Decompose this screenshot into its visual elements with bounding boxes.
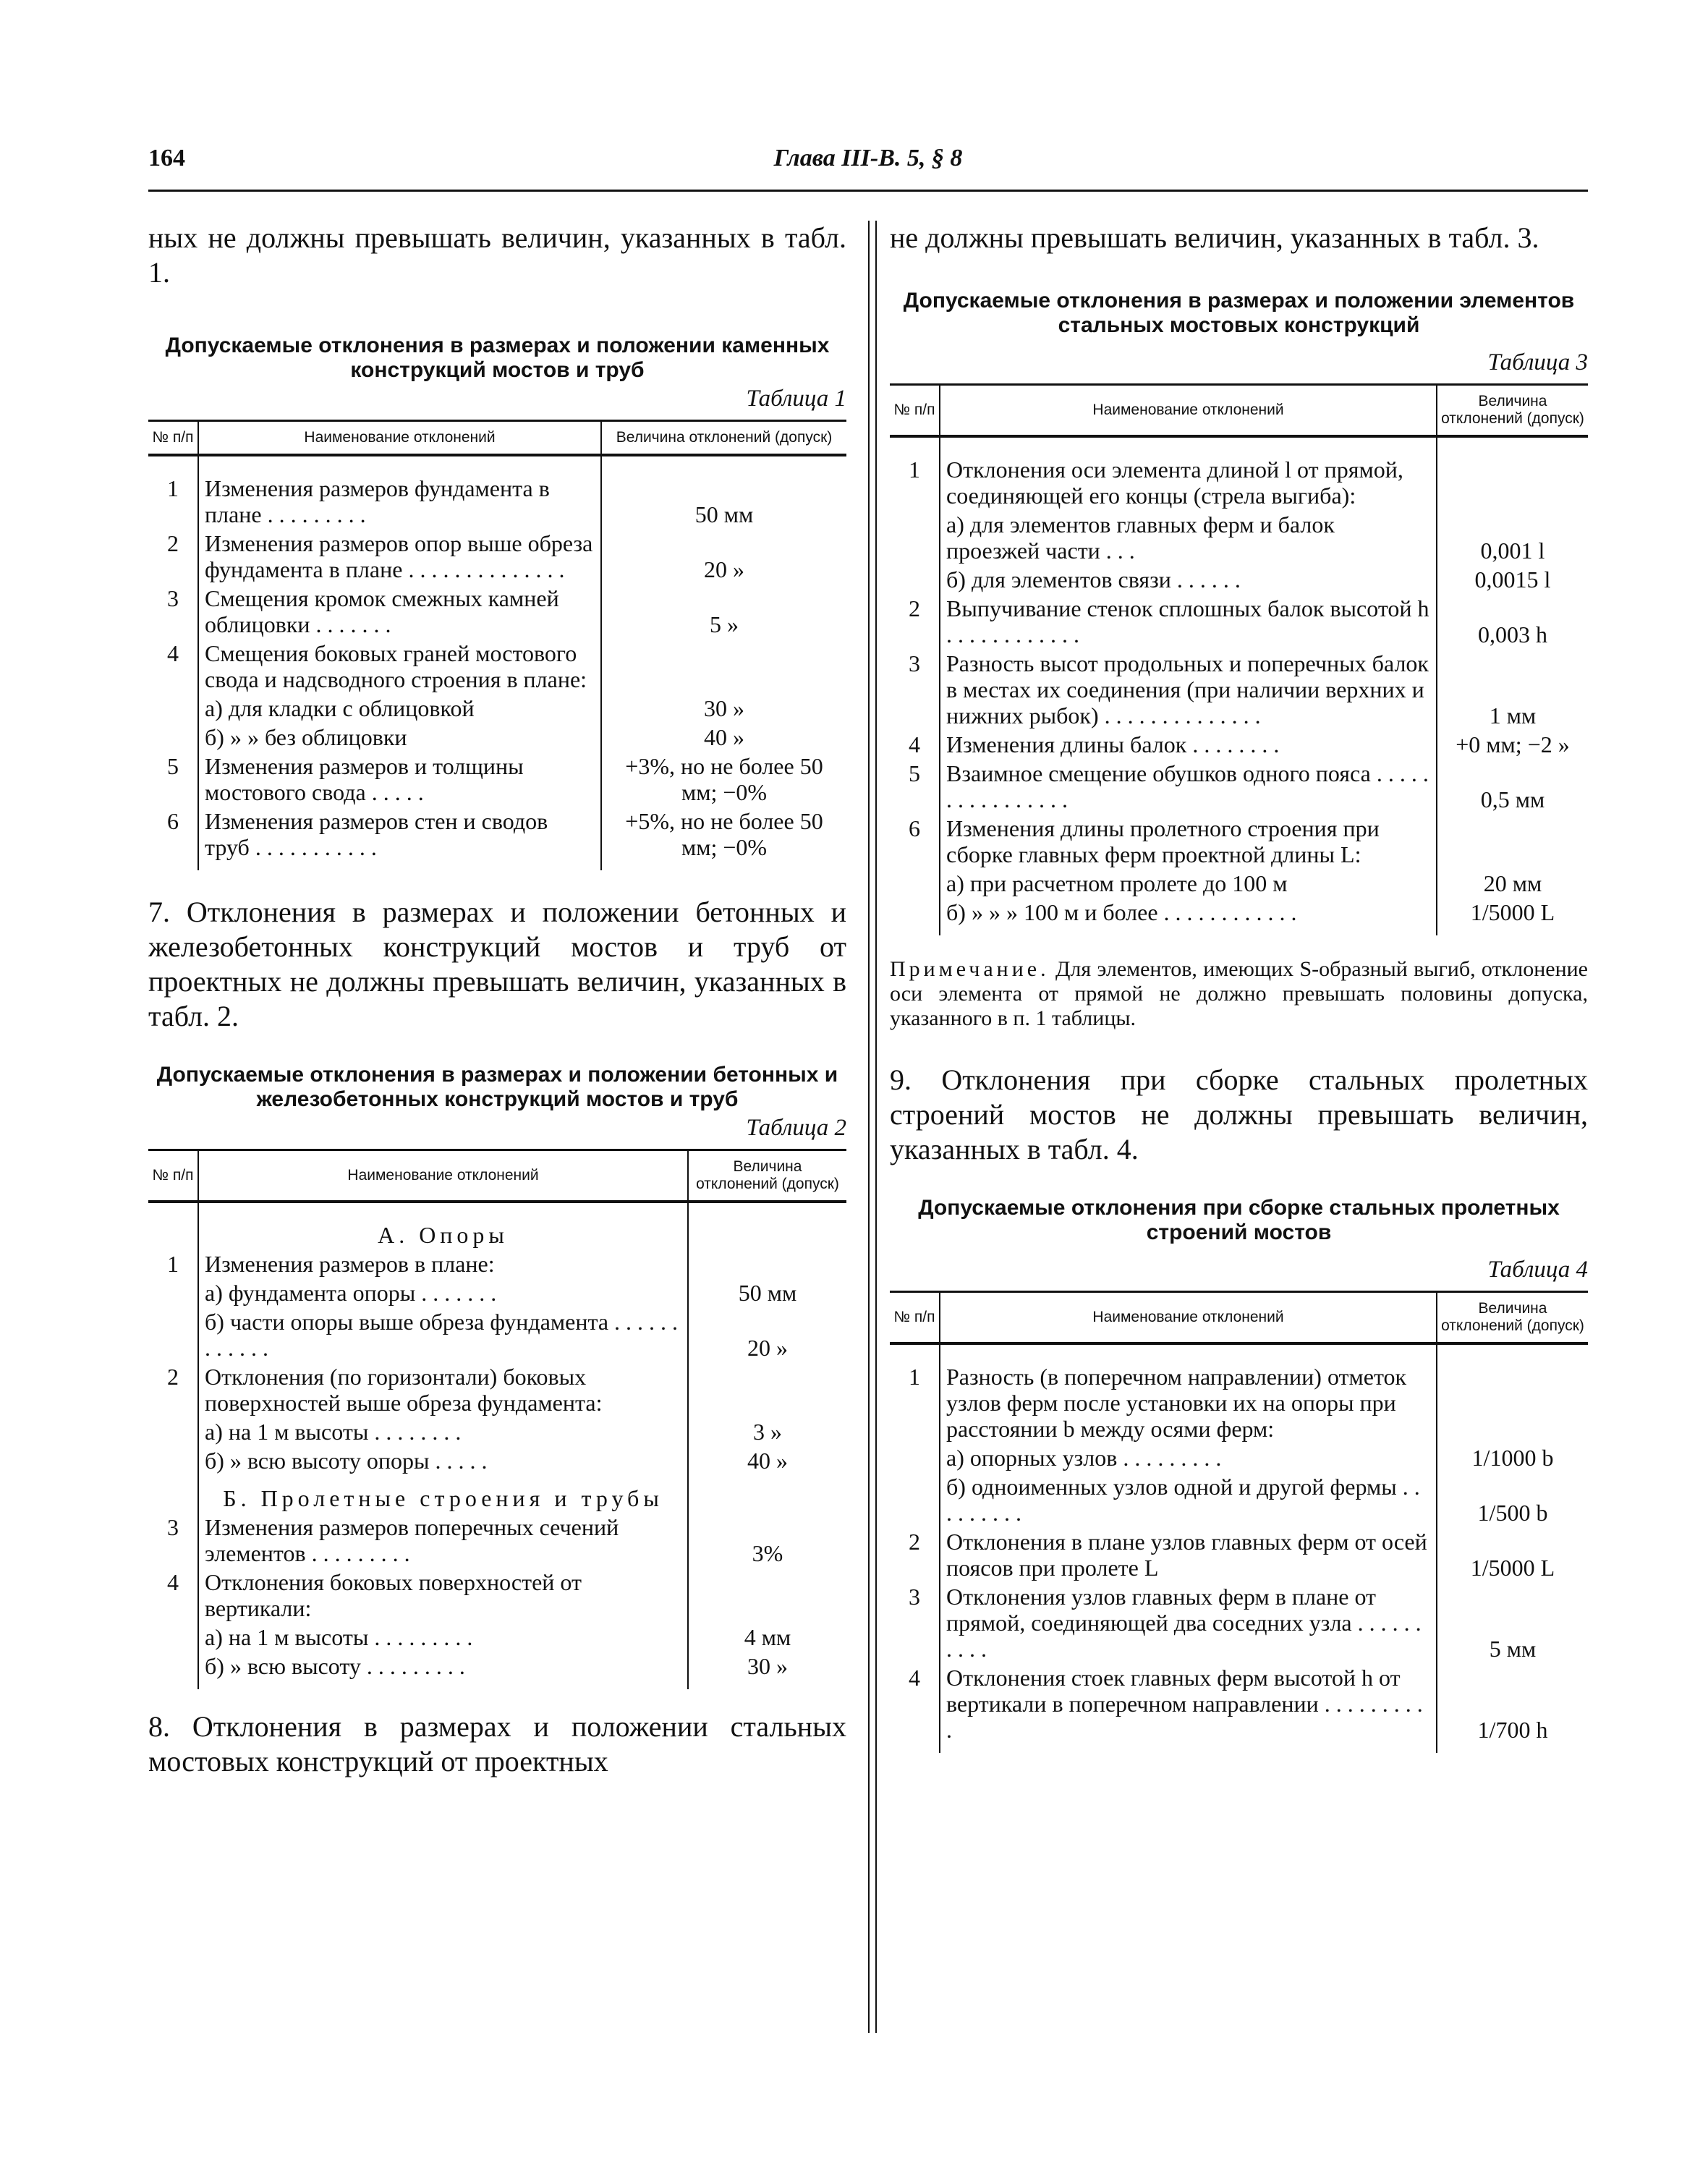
table-row: б) » » » 100 м и более . . . . . . . . . . . . 1/5000 L <box>890 898 1588 935</box>
paragraph-8: 8. Отклонения в размерах и положении стальных мостовых конструкций от проектных <box>148 1710 846 1777</box>
table-row: 4 Отклонения стоек главных ферм высотой h от вертикали в поперечном направлении . . . . . . . . . . 1/700 h <box>890 1663 1588 1753</box>
table-row: 6 Изменения размеров стен и сводов труб . . . . . . . . . . . +5%, но не более 50 мм; −0% <box>148 807 846 870</box>
table-row: а) фундамента опоры . . . . . . . 50 мм <box>148 1278 846 1307</box>
table-row: 5 Изменения размеров и толщины мостового свода . . . . . +3%, но не более 50 мм; −0% <box>148 752 846 807</box>
table-row: а) для элементов главных ферм и балок проезжей части . . . 0,001 l <box>890 510 1588 565</box>
table-row: 2 Изменения размеров опор выше обреза фундамента в плане . . . . . . . . . . . . . . 20 » <box>148 529 846 584</box>
table-row: б) » » без облицовки 40 » <box>148 723 846 752</box>
column-divider <box>868 221 877 2033</box>
paragraph-7: 7. Отклонения в размерах и положении бетонных и железобетонных конструкций мостов и труб от проектных не должны превышать величин, указанных в табл. 2. <box>148 896 846 1032</box>
table-row: б) одноименных узлов одной и другой фермы . . . . . . . . . 1/500 b <box>890 1472 1588 1527</box>
table-row: 2 Выпучивание стенок сплошных балок высотой h . . . . . . . . . . . . 0,003 h <box>890 594 1588 649</box>
table4-header-tol: Величина отклонений (допуск) <box>1437 1292 1588 1344</box>
table-row: б) части опоры выше обреза фундамента . . . . . . . . . . . . 20 » <box>148 1307 846 1362</box>
table3-header-name: Наименование отклонений <box>940 385 1437 437</box>
table2-title: Допускаемые отклонения в размерах и положении бетонных и железобетонных конструкций мостов и труб <box>156 1063 838 1111</box>
header-rule <box>148 190 1588 192</box>
table1-header-num: № п/п <box>148 421 198 456</box>
right-intro-paragraph: не должны превышать величин, указанных в табл. 3. <box>890 221 1539 254</box>
table-row: б) » всю высоту . . . . . . . . . 30 » <box>148 1652 846 1689</box>
table-row: 3 Изменения размеров поперечных сечений элементов . . . . . . . . . 3% <box>148 1513 846 1568</box>
table-row: 1 Изменения размеров фундамента в плане . . . . . . . . . 50 мм <box>148 455 846 529</box>
table-row: 1 Разность (в поперечном направлении) отметок узлов ферм после установки их на опоры при расстоянии b между осями ферм: <box>890 1343 1588 1443</box>
table-row: а) на 1 м высоты . . . . . . . . . 4 мм <box>148 1623 846 1652</box>
table4 <box>890 1291 1588 1753</box>
table4-header-num: № п/п <box>890 1292 940 1344</box>
table-row: 1 Отклонения оси элемента длиной l от прямой, соединяющей его концы (стрела выгиба): <box>890 436 1588 510</box>
table3-label: Таблица 3 <box>1487 349 1588 375</box>
table-row: а) на 1 м высоты . . . . . . . . 3 » <box>148 1417 846 1446</box>
table-row: 1 Изменения размеров в плане: <box>148 1249 846 1278</box>
table-row: 3 Разность высот продольных и поперечных балок в местах их соединения (при наличии верхних и нижних рыбок) . . . . . . . . . . . . . . 1 мм <box>890 649 1588 730</box>
table-row: 5 Взаимное смещение обушков одного пояса . . . . . . . . . . . . . . . . 0,5 мм <box>890 759 1588 814</box>
table-section: Б. Пролетные строения и трубы <box>148 1475 846 1513</box>
table-row: 3 Смещения кромок смежных камней облицовки . . . . . . . 5 » <box>148 584 846 639</box>
page-header <box>148 145 1588 185</box>
table1 <box>148 420 846 870</box>
table2-header-name: Наименование отклонений <box>198 1150 688 1202</box>
left-intro-paragraph: ных не должны превышать величин, указанных в табл. 1. <box>148 221 846 289</box>
table3-header-tol: Величина отклонений (допуск) <box>1437 385 1588 437</box>
table3 <box>890 383 1588 935</box>
table-row: б) » всю высоту опоры . . . . . 40 » <box>148 1446 846 1475</box>
table-row: 6 Изменения длины пролетного строения при сборке главных ферм проектной длины L: <box>890 814 1588 869</box>
table-row: 4 Отклонения боковых поверхностей от вертикали: <box>148 1568 846 1623</box>
note-text: Для элементов, имеющих S-образный выгиб, отклонение оси элемента от прямой не должно превышать половины допуска, указанного в п. 1 таблицы. <box>890 957 1588 1030</box>
paragraph-9: 9. Отклонения при сборке стальных пролетных строений мостов не должны превышать величин, указанных в табл. 4. <box>890 1063 1588 1165</box>
table-row: б) для элементов связи . . . . . . 0,0015 l <box>890 565 1588 594</box>
table4-label: Таблица 4 <box>1487 1257 1588 1283</box>
table2 <box>148 1149 846 1689</box>
table1-header-name: Наименование отклонений <box>198 421 601 456</box>
table4-title: Допускаемые отклонения при сборке стальных пролетных строений мостов <box>918 1196 1560 1244</box>
note-label: Примечание. <box>890 957 1050 981</box>
table3-title: Допускаемые отклонения в размерах и положении элементов стальных мостовых конструкций <box>903 289 1575 337</box>
page-number: 164 <box>148 145 185 171</box>
table-row: 2 Отклонения в плане узлов главных ферм от осей поясов при пролете L 1/5000 L <box>890 1527 1588 1582</box>
table-row: 4 Изменения длины балок . . . . . . . . +0 мм; −2 » <box>890 730 1588 759</box>
running-head: Глава III-В. 5, § 8 <box>773 145 963 171</box>
table-section: А. Опоры <box>148 1202 846 1249</box>
table2-label: Таблица 2 <box>746 1115 846 1141</box>
left-column <box>148 221 846 1779</box>
table-row: 2 Отклонения (по горизонтали) боковых поверхностей выше обреза фундамента: <box>148 1362 846 1417</box>
table-row: 3 Отклонения узлов главных ферм в плане от прямой, соединяющей два соседних узла . . . . . . . . . . 5 мм <box>890 1582 1588 1663</box>
table1-title: Допускаемые отклонения в размерах и положении каменных конструкций мостов и труб <box>165 334 830 382</box>
table3-header-num: № п/п <box>890 385 940 437</box>
table4-header-name: Наименование отклонений <box>940 1292 1437 1344</box>
table1-label: Таблица 1 <box>746 386 846 412</box>
table-row: а) для кладки с облицовкой 30 » <box>148 694 846 723</box>
table-row: а) опорных узлов . . . . . . . . . 1/1000 b <box>890 1443 1588 1472</box>
table1-header-tol: Величина отклонений (допуск) <box>601 421 846 456</box>
table2-header-tol: Величина отклонений (допуск) <box>688 1150 846 1202</box>
table3-note <box>890 957 1588 1031</box>
table-row: 4 Смещения боковых граней мостового свода и надсводного строения в плане: <box>148 639 846 694</box>
right-column <box>890 221 1588 1753</box>
table2-header-num: № п/п <box>148 1150 198 1202</box>
table-row: а) при расчетном пролете до 100 м 20 мм <box>890 869 1588 898</box>
